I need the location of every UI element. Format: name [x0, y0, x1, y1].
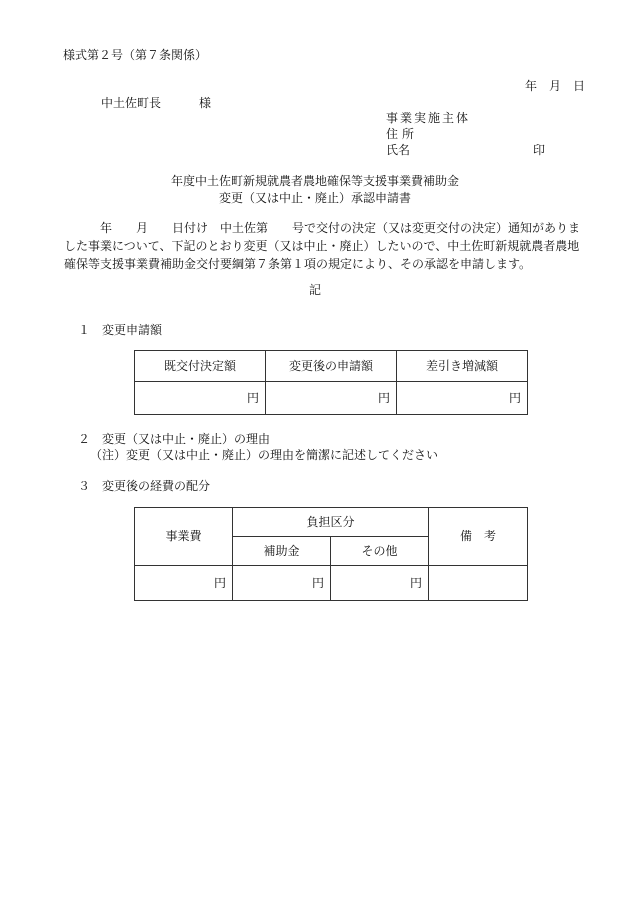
revised-amount-cell: 円 — [266, 382, 397, 415]
addressee-honorific: 様 — [199, 96, 212, 110]
section-3-heading: ３ 変更後の経費の配分 — [78, 479, 211, 493]
section-1-heading: １ 変更申請額 — [78, 323, 163, 337]
date-day: 日 — [573, 79, 586, 93]
section-2-heading: ２ 変更（又は中止・廃止）の理由 — [78, 432, 271, 446]
header-revised-amount: 変更後の申請額 — [266, 351, 397, 382]
applicant-entity-label: 事業実施主体 — [386, 111, 471, 125]
header-difference: 差引き増減額 — [397, 351, 528, 382]
date-year: 年 — [525, 79, 538, 93]
header-subsidy: 補助金 — [233, 537, 331, 566]
cost-allocation-table — [134, 507, 528, 601]
body-line-1: 年 月 日付け 中土佐第 号で交付の決定（又は変更交付の決定）通知がありま — [100, 221, 581, 235]
subsidy-cell: 円 — [233, 566, 331, 601]
title-line-1: 年度中土佐町新規就農者農地確保等支援事業費補助金 — [170, 174, 459, 188]
header-remarks: 備 考 — [429, 508, 528, 566]
section-2-note: （注）変更（又は中止・廃止）の理由を簡潔に記述してください — [90, 448, 439, 462]
seal-mark: 印 — [533, 143, 546, 157]
header-other: その他 — [331, 537, 429, 566]
previous-decision-cell: 円 — [135, 382, 266, 415]
body-line-2: した事業について、下記のとおり変更（又は中止・廃止）したいので、中土佐町新規就農者農地 — [64, 239, 580, 253]
addressee-name: 中土佐町長 — [101, 96, 162, 110]
difference-cell: 円 — [397, 382, 528, 415]
header-burden-category: 負担区分 — [233, 508, 429, 537]
ki-heading: 記 — [308, 283, 321, 297]
project-cost-cell: 円 — [135, 566, 233, 601]
body-line-3: 確保等支援事業費補助金交付要綱第７条第１項の規定により、その承認を申請します。 — [64, 257, 532, 271]
date-month: 月 — [549, 79, 562, 93]
other-cell: 円 — [331, 566, 429, 601]
form-number: 様式第２号（第７条関係） — [63, 48, 208, 62]
header-project-cost: 事業費 — [135, 508, 233, 566]
header-previous-decision: 既交付決定額 — [135, 351, 266, 382]
remarks-cell — [429, 566, 528, 601]
change-amount-table — [134, 350, 528, 415]
applicant-address-label: 住所 — [386, 127, 419, 141]
applicant-name-label: 氏名 — [386, 143, 411, 157]
title-line-2: 変更（又は中止・廃止）承認申請書 — [218, 191, 411, 205]
